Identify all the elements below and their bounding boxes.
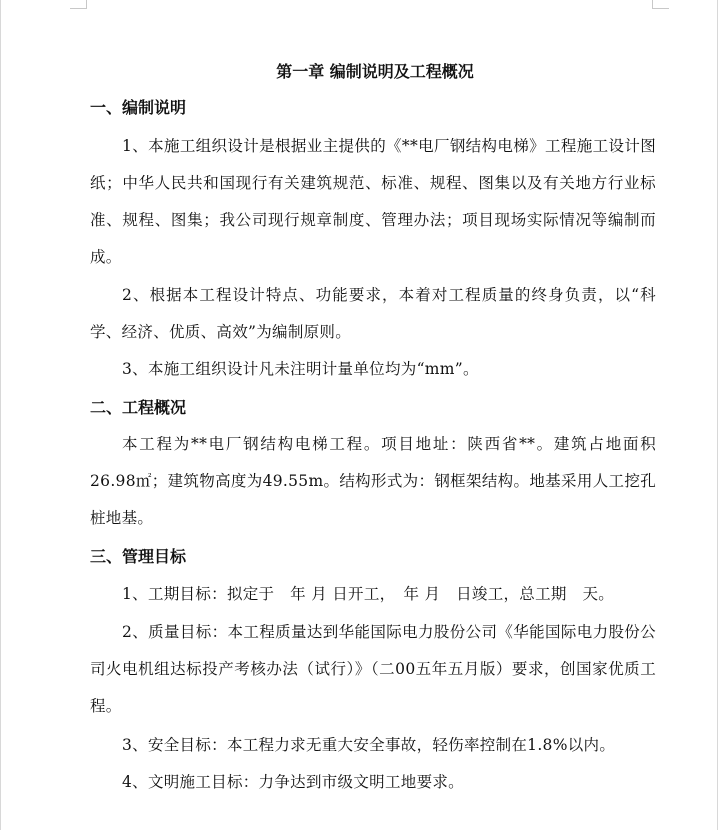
paragraph: 本工程为**电厂钢结构电梯工程。项目地址：陕西省**。建筑占地面积26.98㎡；建筑物高度为49.55m。结构形式为：钢框架结构。地基采用人工挖孔桩地基。: [90, 435, 656, 527]
margin-corner-top-left: [70, 0, 87, 9]
paragraph: 3、安全目标：本工程力求无重大安全事故，轻伤率控制在1.8%以内。: [122, 736, 616, 754]
margin-corner-top-right: [652, 0, 669, 9]
paragraph: 2、根据本工程设计特点、功能要求，本着对工程质量的终身负责，以“科学、经济、优质、高效”为编制原则。: [90, 286, 656, 341]
section-heading-1: 一、编制说明: [90, 98, 187, 117]
paragraph: 1、工期目标：拟定于 年 月 日开工， 年 月 日竣工，总工期 天。: [122, 585, 615, 603]
paragraph: 3、本施工组织设计凡未注明计量单位均为“mm”。: [122, 360, 479, 378]
paragraph: 1、本施工组织设计是根据业主提供的《**电厂钢结构电梯》工程施工设计图纸；中华人民共和国现行有关建筑规范、标准、规程、图集以及有关地方行业标准、规程、图集；我公司现行规章制度、管理办法；项目现场实际情况等编制而成。: [90, 137, 656, 266]
section-heading-2: 二、工程概况: [90, 398, 187, 417]
paragraph: 4、文明施工目标：力争达到市级文明工地要求。: [122, 773, 464, 791]
paragraph: 2、质量目标：本工程质量达到华能国际电力股份公司《华能国际电力股份公司火电机组达标投产考核办法（试行）》（二00五年五月版）要求，创国家优质工程。: [90, 623, 656, 715]
section-heading-3: 三、管理目标: [90, 547, 187, 566]
chapter-title: 第一章 编制说明及工程概况: [276, 62, 474, 81]
page-left-edge: [0, 0, 1, 830]
